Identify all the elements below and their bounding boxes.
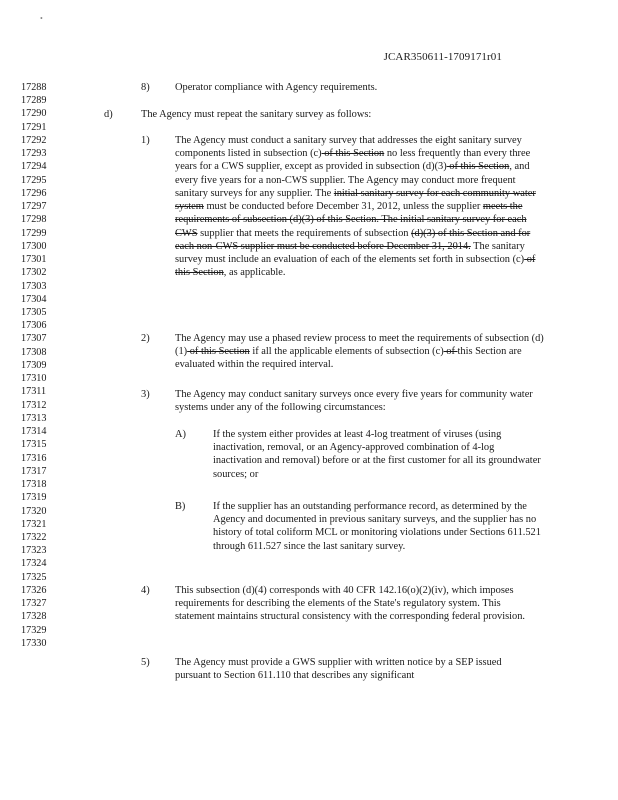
line-number: 17322	[21, 531, 47, 543]
line-number: 17300	[21, 240, 47, 252]
line-number: 17326	[21, 584, 47, 596]
line-number: 17319	[21, 492, 47, 504]
subsection-d-text: The Agency must repeat the sanitary survey as follows:	[141, 109, 372, 120]
item-d3-label: 3)	[141, 389, 150, 400]
corner-mark: •	[40, 14, 43, 23]
subsection-d-label: d)	[104, 109, 113, 120]
line-number: 17307	[21, 333, 47, 345]
d1-text-part: The Agency must conduct a sanitary survey that addresses the eight sanitary survey components listed in subsection (c)	[175, 135, 522, 160]
line-number: 17312	[21, 399, 47, 411]
line-number: 17310	[21, 373, 47, 385]
d1-struck-part: initial sanitary survey for each community water system	[175, 187, 536, 213]
line-number: 17302	[21, 267, 47, 279]
item-d3B-label: B)	[175, 501, 186, 512]
line-number: 17293	[21, 148, 47, 160]
d2-struck-part: of this Section	[187, 346, 250, 358]
d1-text-part: The sanitary survey must include an evaluation of each of the elements set forth in subsection (c)	[175, 240, 525, 266]
item-d1-text	[175, 134, 543, 280]
d1-text-part: no less frequently than every three years for a CWS supplier, except as provided in subsection (d)(3)	[175, 148, 531, 173]
item-8-label: 8)	[141, 82, 150, 93]
item-8-text: Operator compliance with Agency requirements.	[175, 82, 378, 93]
item-d2-text	[175, 332, 547, 372]
d1-text-part: must be conducted before December 31, 2012, unless the supplier	[203, 201, 483, 213]
line-number: 17327	[21, 598, 47, 610]
document-id-header: JCAR350611-1709171r01	[383, 51, 502, 63]
line-number: 17313	[21, 412, 47, 424]
item-d3A-text: If the system either provides at least 4-log treatment of viruses (using inactivation, removal, or an Agency-approved combination of 4-log inactivation and removal) before or at the first customer for all its groundwater sources; or	[213, 429, 541, 480]
line-number: 17330	[21, 637, 47, 649]
line-number: 17292	[21, 134, 47, 146]
line-number: 17323	[21, 545, 47, 557]
d1-text-part: supplier that meets the requirements of subsection	[197, 227, 412, 239]
line-number: 17316	[21, 452, 47, 464]
item-d1-label: 1)	[141, 135, 150, 146]
line-number: 17309	[21, 359, 47, 371]
d2-text-part: this Section are evaluated within the required interval.	[175, 346, 522, 371]
line-number: 17318	[21, 479, 47, 491]
line-number: 17308	[21, 346, 47, 358]
d1-struck-part: of this Section	[321, 148, 385, 160]
line-number: 17288	[21, 82, 47, 93]
line-number: 17294	[21, 161, 47, 173]
line-number: 17317	[21, 465, 47, 477]
line-number: 17295	[21, 174, 47, 186]
item-d2-label: 2)	[141, 333, 150, 344]
line-number: 17328	[21, 611, 47, 623]
line-number: 17311	[21, 386, 47, 398]
d1-text-part: , as applicable.	[223, 267, 286, 279]
line-number: 17297	[21, 201, 47, 213]
d1-struck-part: meets the requirements of subsection (d)(3) of this Section. The initial sanitary survey for each CWS	[175, 201, 527, 239]
line-number: 17301	[21, 254, 47, 266]
d1-struck-part: of this Section	[175, 254, 536, 279]
line-number: 17321	[21, 518, 47, 530]
line-number: 17325	[21, 571, 47, 583]
line-number: 17304	[21, 293, 47, 305]
item-d5-text: The Agency must provide a GWS supplier with written notice by a SEP issued pursuant to Section 611.110 that describes any significant	[175, 657, 502, 682]
line-number: 17324	[21, 558, 47, 570]
d2-text-part: if all the applicable elements of subsection (c)	[249, 346, 444, 358]
item-d4-label: 4)	[141, 585, 150, 596]
d2-struck-part: of	[443, 346, 458, 358]
line-number: 17329	[21, 624, 47, 636]
d1-struck-part: of this Section	[446, 161, 510, 173]
item-d3-text: The Agency may conduct sanitary surveys once every five years for community water systems under any of the following circumstances:	[175, 389, 533, 414]
line-number-column	[21, 81, 71, 650]
item-d3A-label: A)	[175, 429, 186, 440]
line-number: 17291	[21, 121, 47, 133]
line-number: 17320	[21, 505, 47, 517]
line-number: 17303	[21, 280, 47, 292]
line-number: 17299	[21, 227, 47, 239]
line-number: 17290	[21, 108, 47, 120]
item-d4-text: This subsection (d)(4) corresponds with 40 CFR 142.16(o)(2)(iv), which imposes requirements for describing the elements of the State's regulatory system. This statement maintains structural consistency with the corresponding federal provision.	[175, 585, 526, 623]
line-number: 17289	[21, 95, 47, 107]
d1-struck-part: (d)(3) of this Section and for each non-CWS supplier must be conducted before December 31, 2014.	[175, 227, 531, 252]
d2-text-part: The Agency may use a phased review process to meet the requirements of subsection (d)(1)	[175, 333, 544, 358]
line-number: 17305	[21, 306, 47, 318]
item-d5-label: 5)	[141, 657, 150, 668]
line-number: 17314	[21, 426, 47, 438]
item-d3B-text: If the supplier has an outstanding performance record, as determined by the Agency and documented in previous sanitary surveys, and the supplier has no history of total coliform MCL or monitoring violations under Sections 611.521 through 611.527 since the last sanitary survey.	[213, 501, 541, 552]
line-number: 17306	[21, 320, 47, 332]
line-number: 17298	[21, 214, 47, 226]
d1-text-part: , and every five years for a non-CWS supplier. The Agency may conduct more frequent sanitary surveys for any supplier. The	[175, 161, 530, 199]
line-number: 17315	[21, 439, 47, 451]
line-number: 17296	[21, 187, 47, 199]
